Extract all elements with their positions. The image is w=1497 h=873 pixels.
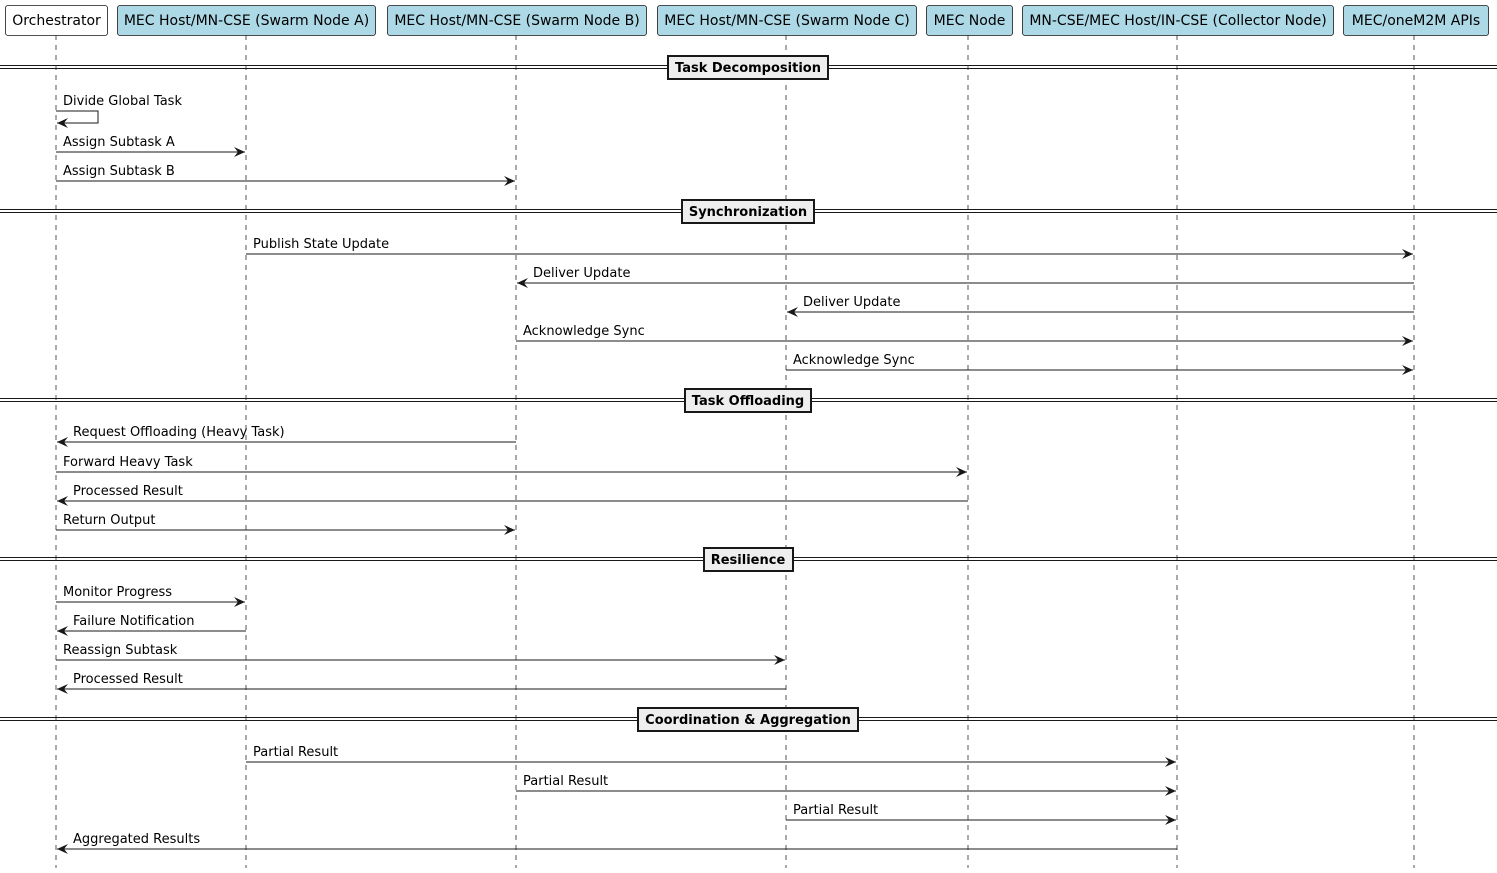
message-label: Assign Subtask A — [63, 135, 175, 150]
message-label: Aggregated Results — [73, 832, 201, 847]
self-message-arrow — [56, 111, 98, 123]
message-b-to-col — [516, 774, 1176, 791]
participant-api — [1344, 6, 1489, 36]
message-a-to-orch — [57, 614, 246, 631]
message-orch-to-b — [56, 164, 515, 181]
section-label: Coordination & Aggregation — [645, 713, 851, 728]
message-label: Divide Global Task — [63, 94, 182, 109]
participant-mec — [927, 6, 1013, 36]
message-label: Partial Result — [523, 774, 609, 789]
message-mec-to-orch — [57, 484, 968, 501]
section-label: Task Offloading — [691, 394, 805, 409]
participant-label: MEC Host/MN-CSE (Swarm Node C) — [664, 13, 910, 29]
message-c-to-api — [786, 353, 1413, 370]
message-label: Processed Result — [73, 484, 183, 499]
section-divider — [0, 56, 1497, 79]
message-orch-to-c — [56, 643, 785, 660]
section-label: Resilience — [710, 553, 786, 568]
message-label: Partial Result — [793, 803, 879, 818]
participant-label: MEC Node — [933, 13, 1006, 29]
participant-a — [118, 6, 376, 36]
message-label: Partial Result — [253, 745, 339, 760]
message-label: Publish State Update — [253, 237, 390, 252]
message-label: Forward Heavy Task — [63, 455, 193, 470]
section-divider — [0, 708, 1497, 731]
message-label: Acknowledge Sync — [523, 324, 645, 339]
message-label: Request Offloading (Heavy Task) — [73, 425, 285, 440]
message-label: Return Output — [63, 513, 156, 528]
message-label: Processed Result — [73, 672, 183, 687]
message-label: Acknowledge Sync — [793, 353, 915, 368]
participant-c — [658, 6, 917, 36]
message-label: Assign Subtask B — [63, 164, 175, 179]
section-label: Synchronization — [688, 205, 808, 220]
message-col-to-orch — [57, 832, 1177, 849]
section-divider — [0, 200, 1497, 223]
participant-label: MEC/oneM2M APIs — [1351, 13, 1481, 29]
message-c-to-col — [786, 803, 1176, 820]
participant-label: MN-CSE/MEC Host/IN-CSE (Collector Node) — [1029, 13, 1327, 29]
participant-label: Orchestrator — [12, 13, 101, 29]
message-label: Deliver Update — [803, 295, 901, 310]
message-orch-to-mec — [56, 455, 967, 472]
participant-orch — [6, 6, 108, 36]
participant-label: MEC Host/MN-CSE (Swarm Node A) — [123, 13, 370, 29]
section-divider — [0, 548, 1497, 571]
participant-label: MEC Host/MN-CSE (Swarm Node B) — [394, 13, 640, 29]
message-b-to-orch — [57, 425, 516, 442]
message-orch-to-orch — [56, 94, 182, 123]
message-api-to-c — [787, 295, 1414, 312]
participant-b — [388, 6, 647, 36]
message-orch-to-a — [56, 585, 245, 602]
message-label: Failure Notification — [73, 614, 195, 629]
section-divider — [0, 389, 1497, 412]
message-c-to-orch — [57, 672, 786, 689]
message-a-to-col — [246, 745, 1176, 762]
message-b-to-api — [516, 324, 1413, 341]
message-label: Monitor Progress — [63, 585, 173, 600]
message-orch-to-a — [56, 135, 245, 152]
message-orch-to-b — [56, 513, 515, 530]
message-label: Deliver Update — [533, 266, 631, 281]
message-a-to-api — [246, 237, 1413, 254]
message-api-to-b — [517, 266, 1414, 283]
section-label: Task Decomposition — [675, 61, 821, 76]
participant-col — [1023, 6, 1334, 36]
message-label: Reassign Subtask — [63, 643, 178, 658]
